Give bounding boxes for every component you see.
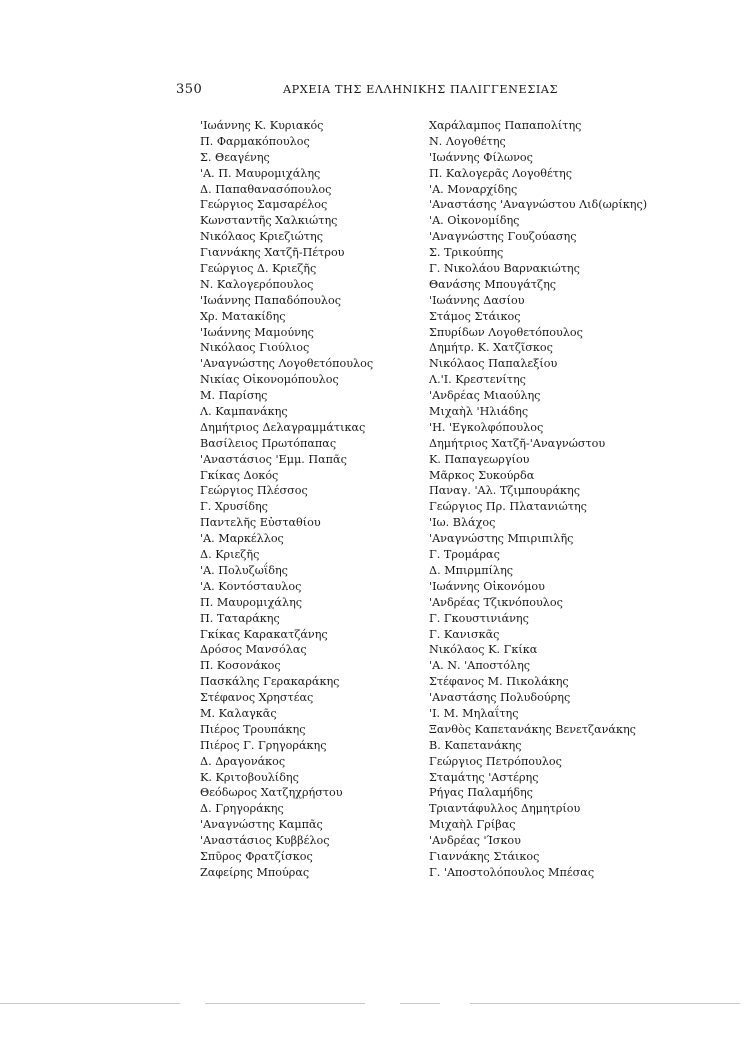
signatory-name: Νικόλαος Κ. Γκίκα	[429, 643, 538, 657]
signatory-name: Δ. Γρηγοράκης	[200, 802, 284, 816]
signatory-name: Κ. Παπαγεωργίου	[429, 452, 530, 466]
signatory-name: Στάμος Στάικος	[429, 309, 521, 323]
signatory-name: Βασίλειος Πρωτόπαπας	[200, 436, 337, 450]
signatory-name: 'Α. Κοντόσταυλος	[200, 579, 302, 593]
signatory-name: 'Ιω. Βλάχος	[429, 516, 496, 530]
signatory-name: 'Ι. Μ. Μηλαΐτης	[429, 706, 519, 720]
signatory-name: Γ. Νικολάου Βαρνακιώτης	[429, 262, 580, 276]
signatory-name: Δημήτριος Χατζῆ-'Αναγνώστου	[429, 436, 606, 450]
signatory-name: Κ. Κριτοβουλίδης	[200, 770, 299, 784]
signatory-name: Β. Καπετανάκης	[429, 738, 522, 752]
signatory-name: Γιαννάκης Χατζῆ-Πέτρου	[200, 246, 345, 260]
signatory-name: Δρόσος Μανσόλας	[200, 643, 307, 657]
signatory-name: Ρήγας Παλαμήδης	[429, 786, 533, 800]
signatory-name: 'Ιωάννης Οἰκονόμου	[429, 579, 545, 593]
signatory-name: 'Ανδρέας Μιαούλης	[429, 389, 541, 403]
signatory-name: Ξανθὸς Καπετανάκης Βενετζανάκης	[429, 722, 636, 736]
signatory-name: 'Ιωάννης Μαμούνης	[200, 325, 314, 339]
signatory-name: 'Ιωάννης Φίλωνος	[429, 150, 533, 164]
signatory-name: 'Αναστάσης 'Αναγνώστου Λιδ(ωρίκης)	[429, 198, 648, 212]
signatory-name: Νικόλαος Γιούλιος	[200, 341, 310, 355]
signatory-name: Π. Κοσονάκος	[200, 659, 281, 673]
signatory-name: Γ. Κανισκᾶς	[429, 627, 500, 641]
signatory-name: 'Α. Ν. 'Αποστόλης	[429, 659, 531, 673]
signatory-name: Γ. 'Αποστολόπουλος Μπέσας	[429, 865, 595, 879]
signatory-name: 'Αναγνώστης Καμπᾶς	[200, 818, 323, 832]
signatory-name: Δ. Δραγονάκος	[200, 754, 286, 768]
signatory-name: 'Αναστάσης Πολυδούρης	[429, 691, 571, 705]
signatory-name: Γκίκας Καρακατζάνης	[200, 627, 328, 641]
signatory-name: Γ. Τρομάρας	[429, 548, 500, 562]
signatory-name: Νικίας Οἰκονομόπουλος	[200, 373, 339, 387]
signatory-name: Μιχαὴλ Γρίβας	[429, 818, 516, 832]
signatory-name: Σπῦρος Φρατζίσκος	[200, 849, 313, 863]
signatory-name: Δ. Κριεζῆς	[200, 548, 260, 562]
signatory-name: Πασκάλης Γερακαράκης	[200, 675, 340, 689]
signatory-name: Σπυρίδων Λογοθετόπουλος	[429, 325, 583, 339]
signatory-name: Νικόλαος Παπαλεξίου	[429, 357, 558, 371]
signatory-name: Γεώργιος Πρ. Πλατανιώτης	[429, 500, 587, 514]
signatory-name: Μιχαὴλ 'Ηλιάδης	[429, 405, 529, 419]
signatory-name: Γεώργιος Σαμσαρέλος	[200, 198, 328, 212]
signatory-name: Γ. Χρυσίδης	[200, 500, 268, 514]
signatory-name: Σταμάτης 'Αστέρης	[429, 770, 539, 784]
signatory-name: Σ. Θεαγένης	[200, 150, 270, 164]
signatory-name: Μ. Παρίσης	[200, 389, 268, 403]
signatory-name: Χαράλαμπος Παπαπολίτης	[429, 119, 582, 132]
signatory-name: Π. Μαυρομιχάλης	[200, 595, 303, 609]
signatory-name: Πιέρος Τρουπάκης	[200, 722, 306, 736]
signatory-name: Θεόδωρος Χατζηχρήστου	[200, 786, 343, 800]
signatory-name: 'Α. Μοναρχίδης	[429, 182, 518, 196]
signatory-name: Χρ. Ματακίδης	[200, 309, 286, 323]
signatory-name: Στέφανος Χρηστέας	[200, 691, 314, 705]
signatory-name: Δ. Μπιρμπίλης	[429, 563, 514, 577]
signatory-name: Πιέρος Γ. Γρηγοράκης	[200, 738, 327, 752]
signatory-name: 'Αναστάσιος 'Εμμ. Παπᾶς	[200, 452, 347, 466]
signatory-name: Τριαντάφυλλος Δημητρίου	[429, 802, 581, 816]
signatory-name: Λ.'Ι. Κρεστενίτης	[429, 373, 526, 387]
signatories-right-column	[429, 118, 647, 881]
signatory-name: Μᾶρκος Συκούρδα	[429, 468, 535, 482]
signatory-name: Π. Ταταράκης	[200, 611, 280, 625]
signatory-name: 'Αναγνώστης Γουζούασης	[429, 230, 577, 244]
signatory-name: Δημήτριος Δελαγραμμάτικας	[200, 420, 366, 434]
scan-edge-rule	[0, 1003, 180, 1004]
signatory-name: Δημήτρ. Κ. Χατζῖσκος	[429, 341, 553, 355]
signatory-name: Γκίκας Δοκός	[200, 468, 279, 482]
signatory-name: Παντελῆς Εὐσταθίου	[200, 516, 321, 530]
signatory-name: Π. Καλογερᾶς Λογοθέτης	[429, 166, 572, 180]
scan-edge-rule	[205, 1003, 365, 1004]
signatory-name: Στέφανος Μ. Πικολάκης	[429, 675, 569, 689]
scan-edge-rule	[470, 1003, 740, 1004]
signatory-name: Μ. Καλαγκᾶς	[200, 706, 277, 720]
signatory-name: Λ. Καμπανάκης	[200, 405, 288, 419]
signatory-name: Θανάσης Μπουγάτζης	[429, 277, 557, 291]
signatory-name: Κωνσταντῆς Χαλκιώτης	[200, 214, 338, 228]
signatory-name: Γεώργιος Πετρόπουλος	[429, 754, 562, 768]
signatory-name: 'Ιωάννης Δασίου	[429, 293, 525, 307]
signatory-name: 'Αναγνώστης Λογοθετόπουλος	[200, 357, 374, 371]
signatory-name: Γεώργιος Δ. Κριεζῆς	[200, 262, 317, 276]
running-head: ΑΡΧΕΙΑ ΤΗΣ ΕΛΛΗΝΙΚΗΣ ΠΑΛΙΓΓΕΝΕΣΙΑΣ	[283, 83, 559, 96]
signatory-name: 'Αναγνώστης Μπιριπιλῆς	[429, 532, 574, 546]
signatories-left-column	[200, 118, 373, 881]
signatory-name: 'Αναστάσιος Κυββέλος	[200, 834, 330, 848]
signatory-name: 'Α. Πολυζωΐδης	[200, 563, 288, 577]
signatory-name: Ν. Λογοθέτης	[429, 134, 506, 148]
signatory-name: Π. Φαρμακόπουλος	[200, 134, 310, 148]
signatory-name: Παναγ. 'Αλ. Τζιμπουράκης	[429, 484, 580, 498]
signatory-name: 'Α. Οἰκονομίδης	[429, 214, 520, 228]
signatory-name: 'Α. Π. Μαυρομιχάλης	[200, 166, 321, 180]
signatory-name: 'Ιωάννης Παπαδόπουλος	[200, 293, 341, 307]
signatory-name: 'Ανδρέας 'Ίσκου	[429, 834, 521, 848]
signatory-name: Γεώργιος Πλέσσος	[200, 484, 308, 498]
signatory-name: Σ. Τρικούπης	[429, 246, 504, 260]
signatory-name: Ν. Καλογερόπουλος	[200, 277, 314, 291]
signatory-name: 'Ανδρέας Τζικνόπουλος	[429, 595, 563, 609]
signatory-name: Γ. Γκουστινιάνης	[429, 611, 529, 625]
scan-edge-rule	[400, 1003, 440, 1004]
signatory-name: 'Α. Μαρκέλλος	[200, 532, 284, 546]
signatory-name: Νικόλαος Κριεζιώτης	[200, 230, 323, 244]
signatory-name: 'Ιωάννης Κ. Κυριακός	[200, 119, 324, 132]
signatory-name: Ζαφείρης Μπούρας	[200, 865, 310, 879]
signatory-name: Γιαννάκης Στάικος	[429, 849, 540, 863]
signatory-name: 'Η. 'Εγκολφόπουλος	[429, 420, 544, 434]
signatory-name: Δ. Παπαθανασόπουλος	[200, 182, 332, 196]
page-number: 350	[176, 82, 203, 97]
